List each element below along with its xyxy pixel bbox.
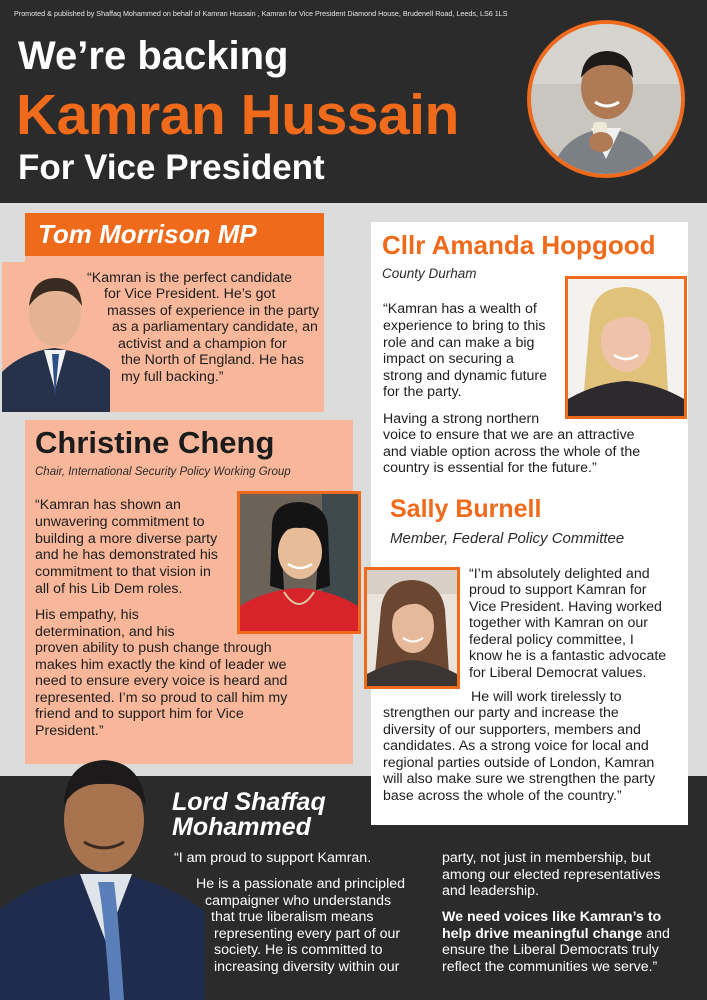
tom-quote-line: activist and a champion for — [118, 336, 287, 352]
shaffaq-quote-line: increasing diversity within our — [214, 959, 400, 975]
shaffaq-name-line-2: Mohammed — [172, 813, 311, 841]
tom-quote-line: the North of England. He has — [121, 352, 304, 368]
christine-quote-line: makes him exactly the kind of leader we — [35, 657, 287, 673]
shaffaq-quote-line-mixed — [442, 926, 670, 942]
sally-quote-line: know he is a fantastic advocate — [469, 648, 667, 664]
christine-quote-line: “Kamran has shown an — [35, 497, 181, 513]
shaffaq-quote-line: representing every part of our — [214, 926, 401, 942]
christine-quote-line: unwavering commitment to — [35, 514, 205, 530]
sally-quote-line: will also make sure we strengthen the party — [383, 771, 656, 787]
shaffaq-quote-tail: and — [642, 926, 670, 942]
shaffaq-mohammed-photo — [0, 742, 205, 1000]
shaffaq-name-line-1: Lord Shaffaq — [172, 788, 326, 816]
candidate-name: Kamran Hussain — [16, 83, 459, 147]
sally-burnell-name: Sally Burnell — [390, 495, 542, 523]
candidate-portrait — [527, 20, 685, 178]
sally-quote-line: “I’m absolutely delighted and — [469, 566, 650, 582]
shaffaq-quote-line: and leadership. — [442, 883, 540, 899]
amanda-hopgood-name: Cllr Amanda Hopgood — [382, 230, 656, 260]
imprint-text: Promoted & published by Shaffaq Mohammed on behalf of Kamran Hussain , Kamran for Vice President Diamond House, Brudenell Road, Leeds, LS6 1LS — [14, 9, 508, 18]
sally-quote-line: for Liberal Democrat values. — [469, 665, 647, 681]
tom-quote-line: masses of experience in the party — [107, 303, 320, 319]
sally-burnell-role: Member, Federal Policy Committee — [390, 530, 625, 547]
christine-quote-line: President.” — [35, 723, 104, 739]
sally-quote-line: Vice President. Having worked — [469, 599, 662, 615]
sally-quote-line: He will work tirelessly to — [471, 689, 622, 705]
amanda-quote-line: “Kamran has a wealth of — [383, 301, 537, 317]
amanda-quote-line: for the party. — [383, 384, 462, 400]
christine-quote-line: all of his Lib Dem roles. — [35, 581, 183, 597]
christine-quote-line: proven ability to push change through — [35, 640, 272, 656]
christine-quote-line: His empathy, his — [35, 607, 139, 623]
christine-quote-line: commitment to that vision in — [35, 564, 211, 580]
christine-quote-line: and he has demonstrated his — [35, 547, 218, 563]
amanda-hopgood-role: County Durham — [382, 266, 477, 281]
shaffaq-quote-line: society. He is committed to — [214, 942, 383, 958]
amanda-quote-line: experience to bring to this — [383, 318, 546, 334]
header-line-1: We’re backing — [18, 34, 289, 78]
tom-quote-line: my full backing.” — [121, 369, 224, 385]
amanda-quote-line: voice to ensure that we are an attractive — [383, 427, 635, 443]
shaffaq-quote-line: among our elected representatives — [442, 867, 661, 883]
shaffaq-quote-line: reflect the communities we serve.” — [442, 959, 658, 975]
tom-quote-line: as a parliamentary candidate, an — [112, 319, 318, 335]
sally-quote-line: together with Kamran on our — [469, 615, 649, 631]
christine-quote-line: determination, and his — [35, 624, 175, 640]
tom-quote-line: “Kamran is the perfect candidate — [87, 270, 293, 286]
shaffaq-quote-line: He is a passionate and principled — [196, 876, 406, 892]
sally-quote-line: candidates. As a strong voice for local and — [383, 738, 649, 754]
amanda-quote-line: and viable option across the whole of the — [383, 444, 641, 460]
sally-quote-line: regional parties outside of London, Kamran — [383, 755, 655, 771]
shaffaq-quote-line: “I am proud to support Kamran. — [174, 850, 372, 866]
christine-quote-line: represented. I’m so proud to call him my — [35, 690, 288, 706]
shaffaq-quote-line: that true liberalism means — [211, 909, 374, 925]
amanda-hopgood-photo — [565, 276, 687, 419]
shaffaq-quote-line: party, not just in membership, but — [442, 850, 651, 866]
shaffaq-quote-bold-line: help drive meaningful change — [442, 926, 643, 942]
christine-quote-line: friend and to support him for Vice — [35, 706, 244, 722]
amanda-quote-line: Having a strong northern — [383, 411, 540, 427]
shaffaq-quote-line: ensure the Liberal Democrats truly — [442, 942, 659, 958]
sally-quote-line: base across the whole of the country.” — [383, 788, 622, 804]
tom-quote-line: for Vice President. He’s got — [104, 286, 276, 302]
shaffaq-quote-bold-line: We need voices like Kamran’s to — [442, 909, 662, 925]
sally-quote-line: proud to support Kamran for — [469, 582, 647, 598]
sally-quote-line: federal policy committee, I — [469, 632, 634, 648]
christine-quote-line: need to ensure every voice is heard and — [35, 673, 288, 689]
amanda-quote-line: country is essential for the future.” — [383, 460, 597, 476]
header-line-3: For Vice President — [18, 148, 325, 187]
sally-quote-line: strengthen our party and increase the — [383, 705, 619, 721]
shaffaq-quote-line: campaigner who understands — [205, 893, 392, 909]
amanda-quote-line: role and can make a big — [383, 335, 535, 351]
christine-cheng-name: Christine Cheng — [35, 425, 275, 460]
amanda-quote-line: impact on securing a — [383, 351, 514, 367]
sally-quote-line: diversity of our supporters, members and — [383, 722, 641, 738]
christine-cheng-photo — [237, 491, 361, 634]
amanda-quote-line: strong and dynamic future — [383, 368, 548, 384]
sally-burnell-photo — [364, 567, 460, 689]
christine-cheng-role: Chair, International Security Policy Working Group — [35, 466, 291, 478]
tom-morrison-name: Tom Morrison MP — [25, 213, 324, 256]
christine-quote-line: building a more diverse party — [35, 531, 218, 547]
header-banner — [0, 0, 707, 203]
